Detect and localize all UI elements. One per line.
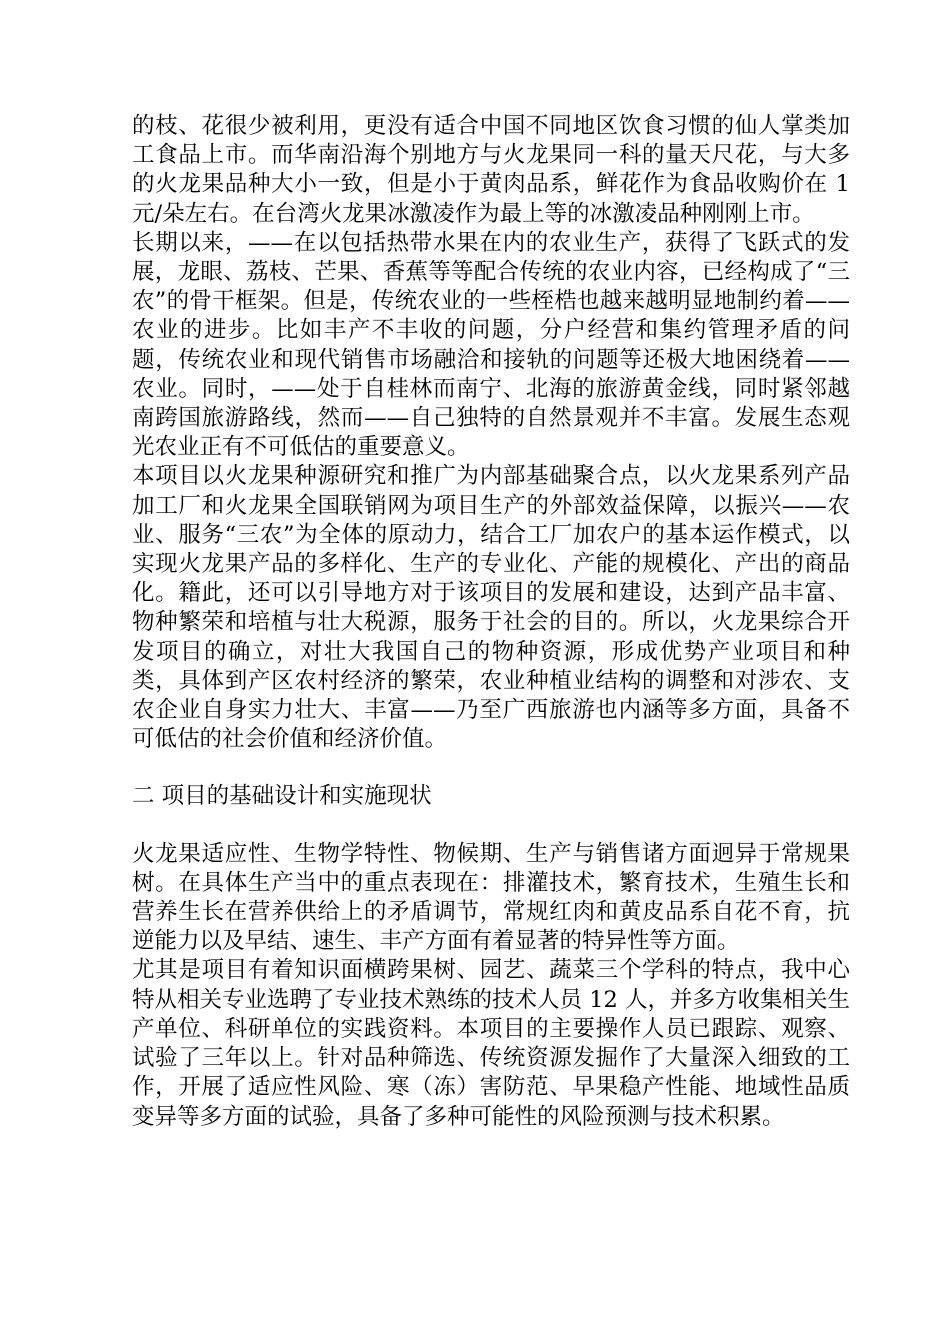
document-page: [132, 112, 850, 1132]
section-heading: 二 项目的基础设计和实施现状: [132, 783, 432, 810]
paragraph-pitaya-characteristics: 火龙果适应性、生物学特性、物候期、生产与销售诸方面迥异于常规果树。在具体生产当中的重点表现在：排灌技术，繁育技术，生殖生长和营养生长在营养供给上的矛盾调节，常规红肉和黄皮品系自花不育，抗逆能力以及早结、速生、丰产方面有着显著的特异性等方面。: [132, 840, 850, 955]
paragraph-pitaya-products: 的枝、花很少被利用，更没有适合中国不同地区饮食习惯的仙人掌类加工食品上市。而华南沿海个别地方与火龙果同一科的量天尺花，与大多的火龙果品种大小一致，但是小于黄肉品系，鲜花作为食品收购价在 1 元/朵左右。在台湾火龙果冰激凌作为最上等的冰激凌品种刚刚上市。: [132, 113, 850, 227]
paragraph-agriculture-background: 长期以来，——在以包括热带水果在内的农业生产，获得了飞跃式的发展，龙眼、荔枝、芒果、香蕉等等配合传统的农业内容，已经构成了“三农”的骨干框架。但是，传统农业的一些桎梏也越来越明显地制约着——农业的进步。比如丰产不丰收的问题，分户经营和集约管理矛盾的问题，传统农业和现代销售市场融洽和接轨的问题等还极大地困绕着——农业。同时，——处于自桂林而南宁、北海的旅游黄金线，同时紧邻越南跨国旅游路线，然而——自己独特的自然景观并不丰富。发展生态观光农业正有不可低估的重要意义。: [132, 229, 850, 461]
paragraph-project-goals: 本项目以火龙果种源研究和推广为内部基础聚合点，以火龙果系列产品加工厂和火龙果全国联销网为项目生产的外部效益保障，以振兴——农业、服务“三农”为全体的原动力，结合工厂加农户的基本运作模式，以实现火龙果产品的多样化、生产的专业化、产能的规模化、产出的商品化。籍此，还可以引导地方对于该项目的发展和建设，达到产品丰富、物种繁荣和培植与壮大税源，服务于社会的目的。所以，火龙果综合开发项目的确立，对壮大我国自己的物种资源，形成优势产业项目和种类，具体到产区农村经济的繁荣，农业种植业结构的调整和对涉农、支农企业自身实力壮大、丰富——乃至广西旅游也内涵等多方面，具备不可低估的社会价值和经济价值。: [132, 463, 850, 753]
paragraph-project-staff: 尤其是项目有着知识面横跨果树、园艺、蔬菜三个学科的特点，我中心特从相关专业选聘了专业技术熟练的技术人员 12 人，并多方收集相关生产单位、科研单位的实践资料。本项目的主要操作人员已跟踪、观察、试验了三年以上。针对品种筛选、传统资源发掘作了大量深入细致的工作，开展了适应性风险、寒（冻）害防范、早果稳产性能、地域性品质变异等多方面的试验，具备了多种可能性的风险预测与技术积累。: [132, 957, 850, 1130]
